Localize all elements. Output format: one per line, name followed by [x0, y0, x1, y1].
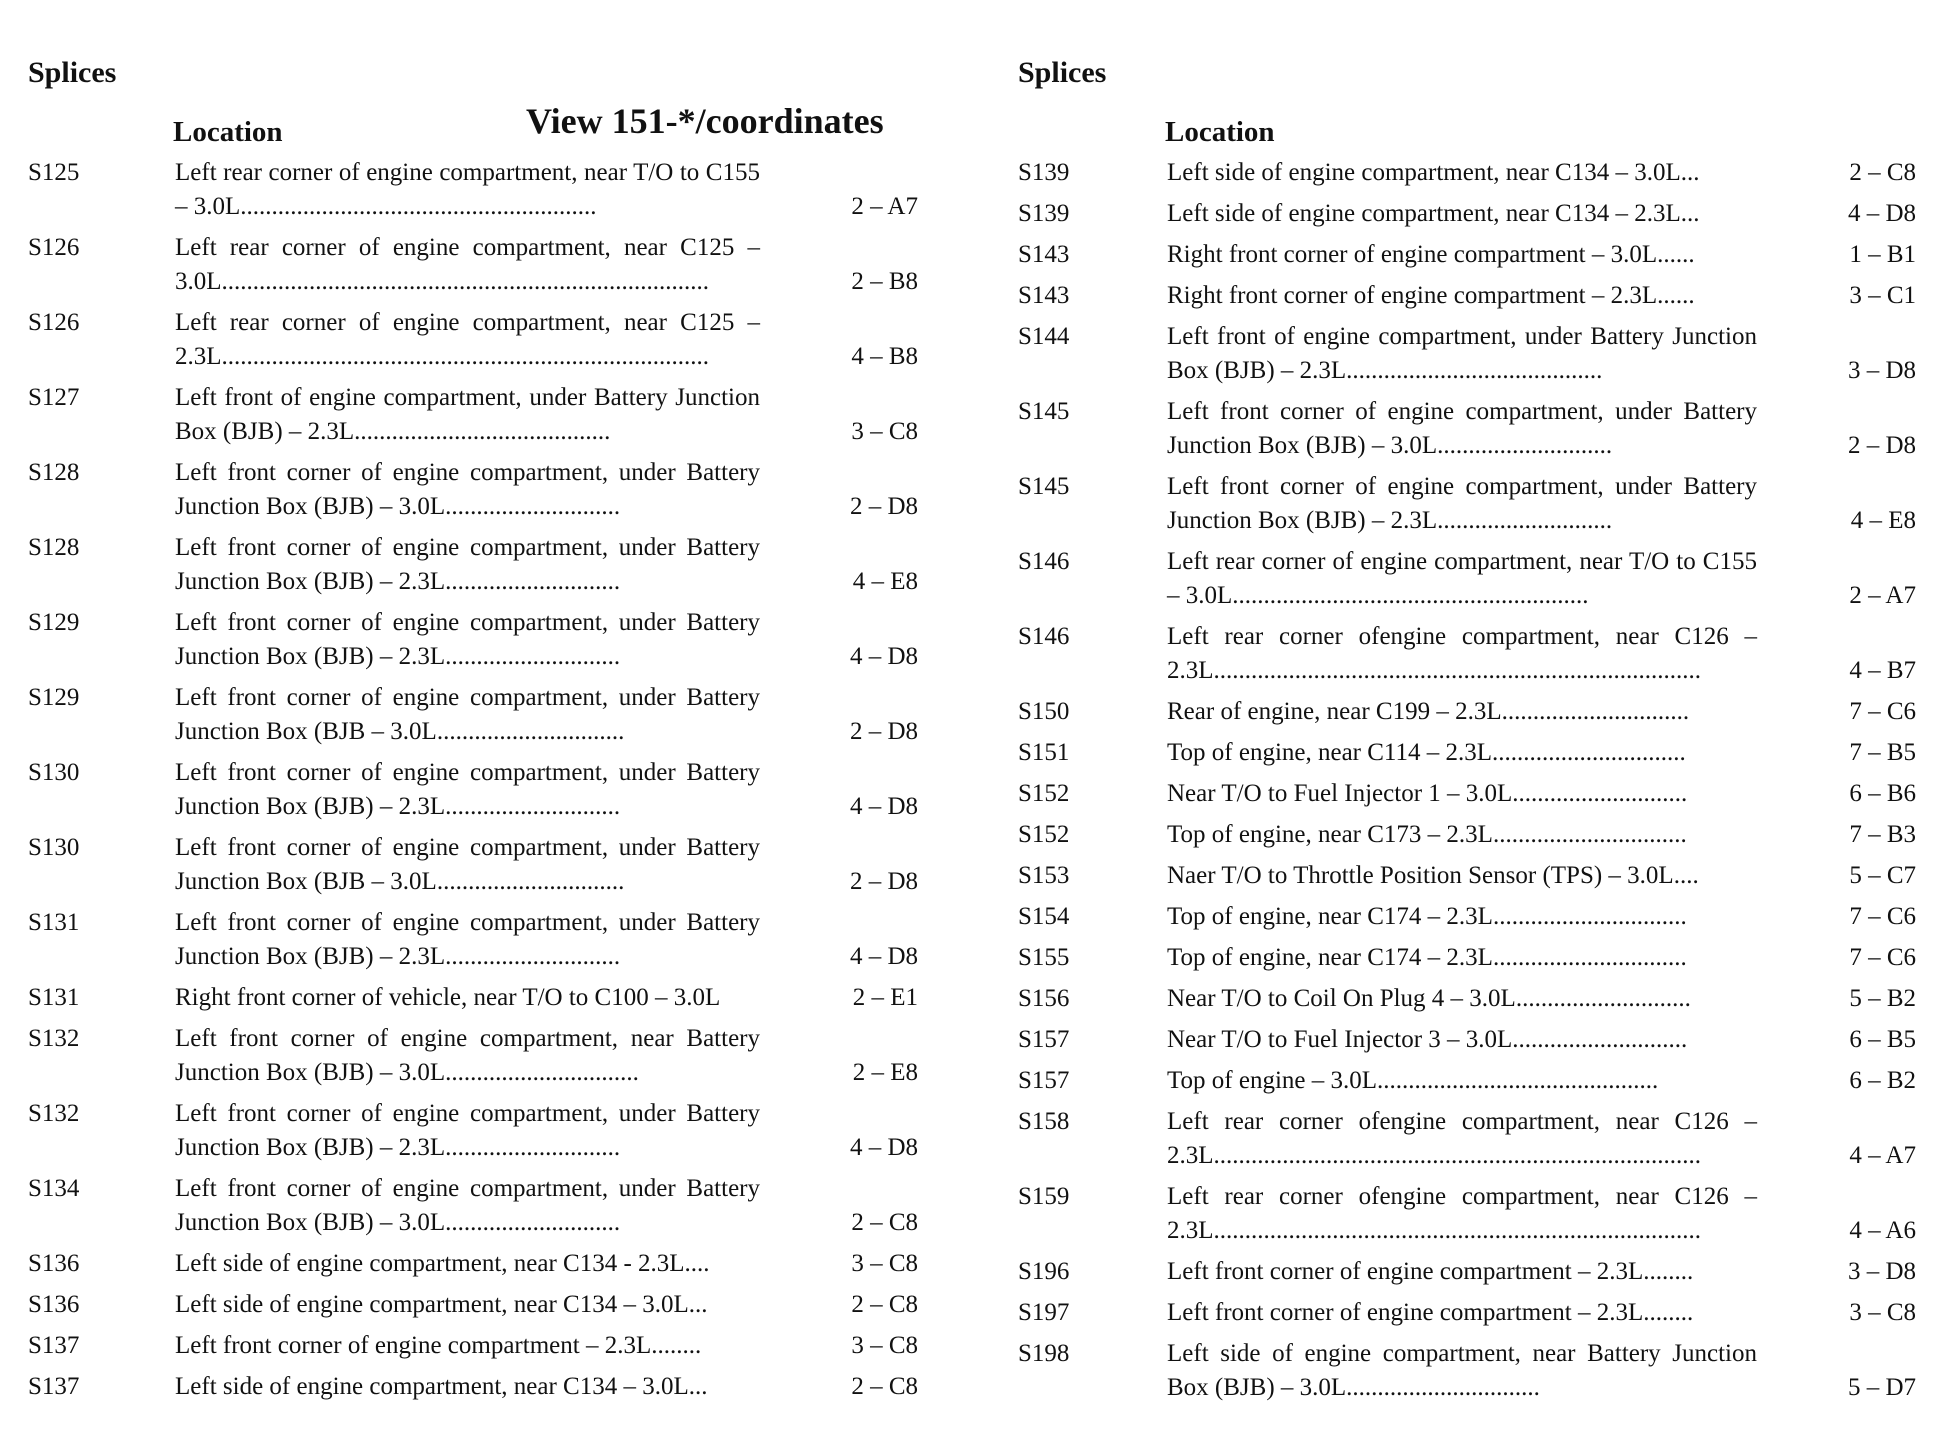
- splice-coordinate: 5 – D7: [1847, 1374, 1916, 1401]
- splice-id: S129: [28, 609, 80, 636]
- splice-coordinate: 7 – C6: [1849, 698, 1916, 725]
- splice-coordinate: 2 – D8: [849, 493, 918, 520]
- splice-location: Left side of engine compartment, near C134 - 2.3L....: [175, 1250, 710, 1277]
- splice-coordinate: 4 – D8: [849, 793, 918, 820]
- splice-coordinate: 5 – C7: [1849, 862, 1916, 889]
- splice-location: Left front corner of engine compartment, under Battery Junction Box (BJB) – 3.0L............................: [1167, 398, 1757, 459]
- splice-id: S143: [1018, 241, 1070, 268]
- splice-coordinate: 2 – D8: [849, 868, 918, 895]
- splice-id: S153: [1018, 862, 1070, 889]
- splice-coordinate: 7 – C6: [1849, 903, 1916, 930]
- splice-id: S144: [1018, 323, 1070, 350]
- splice-location: Left side of engine compartment, near C134 – 3.0L...: [1167, 159, 1700, 186]
- splice-coordinate: 2 – E8: [852, 1059, 918, 1086]
- splice-id: S134: [28, 1175, 80, 1202]
- splice-id: S157: [1018, 1026, 1070, 1053]
- splice-coordinate: 2 – A7: [1849, 582, 1916, 609]
- splice-coordinate: 4 – D8: [849, 1134, 918, 1161]
- right-title: Splices: [1018, 56, 1107, 89]
- splice-location: Left front of engine compartment, under Battery Junction Box (BJB) – 2.3L.........................................: [1167, 323, 1757, 384]
- splice-location: Left rear corner of engine compartment, near T/O to C155 – 3.0L.........................................................: [175, 159, 760, 220]
- splice-coordinate: 4 – A7: [1849, 1142, 1916, 1169]
- splice-id: S159: [1018, 1183, 1070, 1210]
- splice-location: Left front corner of engine compartment – 2.3L........: [1167, 1258, 1694, 1285]
- splice-id: S155: [1018, 944, 1070, 971]
- splice-coordinate: 2 – C8: [851, 1373, 918, 1400]
- splice-id: S150: [1018, 698, 1070, 725]
- splice-coordinate: 4 – D8: [849, 643, 918, 670]
- splice-coordinate: 2 – B8: [851, 268, 918, 295]
- splice-location: Left side of engine compartment, near Battery Junction Box (BJB) – 3.0L...............................: [1167, 1340, 1757, 1401]
- splice-id: S136: [28, 1291, 80, 1318]
- splice-id: S146: [1018, 548, 1070, 575]
- splice-location: Left rear corner of engine compartment, near C125 – 3.0L..............................................................................: [175, 234, 760, 295]
- splice-id: S130: [28, 834, 80, 861]
- splice-coordinate: 4 – B8: [851, 343, 918, 370]
- splice-coordinate: 4 – E8: [852, 568, 918, 595]
- splice-id: S131: [28, 909, 80, 936]
- splice-location: Top of engine, near C174 – 2.3L...............................: [1167, 944, 1687, 971]
- splice-coordinate: 4 – D8: [849, 943, 918, 970]
- splice-id: S130: [28, 759, 80, 786]
- splice-id: S197: [1018, 1299, 1070, 1326]
- splice-location: Naer T/O to Throttle Position Sensor (TPS) – 3.0L....: [1167, 862, 1699, 889]
- splice-id: S145: [1018, 398, 1070, 425]
- splice-location: Top of engine, near C174 – 2.3L...............................: [1167, 903, 1687, 930]
- splice-location: Right front corner of vehicle, near T/O to C100 – 3.0L: [175, 984, 721, 1011]
- splice-id: S132: [28, 1025, 80, 1052]
- splice-coordinate: 4 – B7: [1849, 657, 1916, 684]
- splice-coordinate: 2 – E1: [852, 984, 918, 1011]
- splice-id: S157: [1018, 1067, 1070, 1094]
- splice-id: S156: [1018, 985, 1070, 1012]
- splice-location: Left front corner of engine compartment – 2.3L........: [175, 1332, 702, 1359]
- splice-id: S154: [1018, 903, 1070, 930]
- splice-location: Left front corner of engine compartment, under Battery Junction Box (BJB) – 2.3L............................: [175, 909, 760, 970]
- splice-coordinate: 7 – B5: [1849, 739, 1916, 766]
- splice-location: Left front corner of engine compartment, under Battery Junction Box (BJB) – 3.0L............................: [175, 459, 760, 520]
- splice-coordinate: 1 – B1: [1849, 241, 1916, 268]
- splice-coordinate: 6 – B6: [1849, 780, 1916, 807]
- splice-id: S137: [28, 1373, 80, 1400]
- splice-location: Top of engine, near C114 – 2.3L...............................: [1167, 739, 1686, 766]
- splice-id: S196: [1018, 1258, 1070, 1285]
- splice-id: S132: [28, 1100, 80, 1127]
- splice-location: Left rear corner of engine compartment, near C125 – 2.3L..............................................................................: [175, 309, 760, 370]
- splice-id: S136: [28, 1250, 80, 1277]
- splice-coordinate: 4 – A6: [1849, 1217, 1916, 1244]
- right-location-header: Location: [1165, 116, 1275, 148]
- splice-location: Left rear corner of engine compartment, near T/O to C155 – 3.0L.........................................................: [1167, 548, 1757, 609]
- splice-location: Left front corner of engine compartment, under Battery Junction Box (BJB) – 2.3L............................: [175, 1100, 760, 1161]
- splice-location: Near T/O to Coil On Plug 4 – 3.0L............................: [1167, 985, 1691, 1012]
- splice-location: Top of engine, near C173 – 2.3L...............................: [1167, 821, 1687, 848]
- splice-id: S127: [28, 384, 80, 411]
- splice-location: Left front corner of engine compartment, under Battery Junction Box (BJB) – 2.3L............................: [175, 534, 760, 595]
- splice-id: S125: [28, 159, 80, 186]
- splice-coordinate: 2 – C8: [851, 1209, 918, 1236]
- splice-location: Left front corner of engine compartment, under Battery Junction Box (BJB – 3.0L..............................: [175, 834, 760, 895]
- splice-id: S126: [28, 234, 80, 261]
- splice-location: Left front corner of engine compartment – 2.3L........: [1167, 1299, 1694, 1326]
- splice-id: S128: [28, 459, 80, 486]
- splice-coordinate: 2 – C8: [851, 1291, 918, 1318]
- splice-coordinate: 3 – C8: [851, 418, 918, 445]
- splice-coordinate: 3 – C8: [851, 1250, 918, 1277]
- splice-coordinate: 5 – B2: [1849, 985, 1916, 1012]
- left-location-header: Location: [173, 116, 283, 148]
- splice-location: Left front corner of engine compartment, under Battery Junction Box (BJB – 3.0L..............................: [175, 684, 760, 745]
- splice-coordinate: 3 – C1: [1849, 282, 1916, 309]
- splice-location: Left front of engine compartment, under Battery Junction Box (BJB) – 2.3L.........................................: [175, 384, 760, 445]
- splice-id: S139: [1018, 200, 1070, 227]
- splice-id: S152: [1018, 780, 1070, 807]
- splice-location: Rear of engine, near C199 – 2.3L..............................: [1167, 698, 1690, 725]
- splice-location: Top of engine – 3.0L.............................................: [1167, 1067, 1659, 1094]
- splice-location: Left rear corner ofengine compartment, near C126 – 2.3L..............................................................................: [1167, 623, 1757, 684]
- splice-location: Left side of engine compartment, near C134 – 3.0L...: [175, 1373, 708, 1400]
- splice-id: S146: [1018, 623, 1070, 650]
- splice-id: S143: [1018, 282, 1070, 309]
- left-title: Splices: [28, 56, 117, 89]
- view-coordinates-header: View 151-*/coordinates: [526, 101, 884, 141]
- splice-id: S151: [1018, 739, 1070, 766]
- splice-location: Left side of engine compartment, near C134 – 2.3L...: [1167, 200, 1700, 227]
- splice-id: S145: [1018, 473, 1070, 500]
- splice-location: Left front corner of engine compartment, near Battery Junction Box (BJB) – 3.0L...............................: [175, 1025, 760, 1086]
- splice-coordinate: 2 – C8: [1849, 159, 1916, 186]
- splice-id: S128: [28, 534, 80, 561]
- splice-location: Left front corner of engine compartment, under Battery Junction Box (BJB) – 3.0L............................: [175, 1175, 760, 1236]
- splice-location: Near T/O to Fuel Injector 3 – 3.0L............................: [1167, 1026, 1688, 1053]
- splice-coordinate: 2 – D8: [849, 718, 918, 745]
- splice-coordinate: 4 – E8: [1850, 507, 1916, 534]
- splice-coordinate: 3 – D8: [1847, 1258, 1916, 1285]
- splice-location: Left front corner of engine compartment, under Battery Junction Box (BJB) – 2.3L............................: [175, 609, 760, 670]
- splice-location: Left front corner of engine compartment, under Battery Junction Box (BJB) – 2.3L............................: [1167, 473, 1757, 534]
- splice-id: S139: [1018, 159, 1070, 186]
- splice-location: Left rear corner ofengine compartment, near C126 – 2.3L..............................................................................: [1167, 1183, 1757, 1244]
- splice-location: Right front corner of engine compartment – 3.0L......: [1167, 241, 1695, 268]
- splice-location: Left side of engine compartment, near C134 – 3.0L...: [175, 1291, 708, 1318]
- splice-location: Left front corner of engine compartment, under Battery Junction Box (BJB) – 2.3L............................: [175, 759, 760, 820]
- splice-id: S137: [28, 1332, 80, 1359]
- splice-location: Near T/O to Fuel Injector 1 – 3.0L............................: [1167, 780, 1688, 807]
- splice-coordinate: 3 – C8: [851, 1332, 918, 1359]
- splice-location: Left rear corner ofengine compartment, near C126 – 2.3L..............................................................................: [1167, 1108, 1757, 1169]
- splice-coordinate: 2 – A7: [851, 193, 918, 220]
- splice-coordinate: 6 – B5: [1849, 1026, 1916, 1053]
- splice-coordinate: 4 – D8: [1847, 200, 1916, 227]
- splice-id: S131: [28, 984, 80, 1011]
- splice-coordinate: 3 – C8: [1849, 1299, 1916, 1326]
- splice-id: S152: [1018, 821, 1070, 848]
- splice-id: S198: [1018, 1340, 1070, 1367]
- splice-id: S158: [1018, 1108, 1070, 1135]
- splice-coordinate: 6 – B2: [1849, 1067, 1916, 1094]
- splice-coordinate: 7 – C6: [1849, 944, 1916, 971]
- splice-coordinate: 3 – D8: [1847, 357, 1916, 384]
- splice-id: S129: [28, 684, 80, 711]
- splice-coordinate: 2 – D8: [1847, 432, 1916, 459]
- splice-coordinate: 7 – B3: [1849, 821, 1916, 848]
- splice-location: Right front corner of engine compartment – 2.3L......: [1167, 282, 1695, 309]
- splice-id: S126: [28, 309, 80, 336]
